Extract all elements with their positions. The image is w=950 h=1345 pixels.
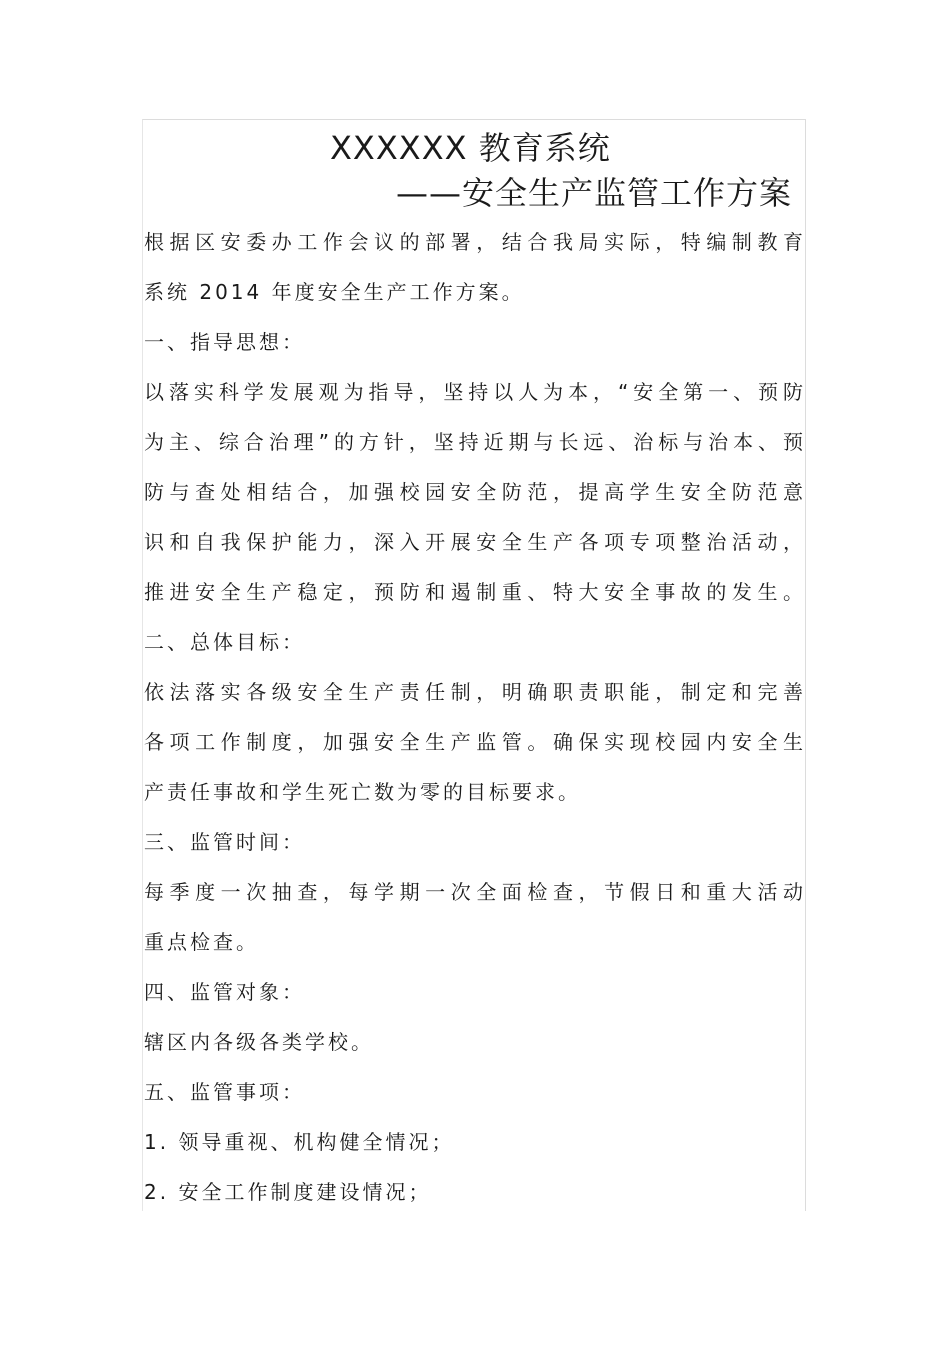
section-heading: 一、指导思想：	[144, 330, 305, 354]
body-line: 根据区安委办工作会议的部署，结合我局实际，特编制教育	[144, 230, 804, 254]
document-subtitle: ——安全生产监管工作方案	[396, 174, 793, 212]
list-item: 1. 领导重视、机构健全情况；	[144, 1130, 455, 1154]
section-heading: 五、监管事项：	[144, 1080, 305, 1104]
body-line: 以落实科学发展观为指导，坚持以人为本，“安全第一、预防	[144, 380, 804, 404]
list-item: 2. 安全工作制度建设情况；	[144, 1180, 432, 1204]
body-line: 每季度一次抽查，每学期一次全面检查，节假日和重大活动	[144, 880, 804, 904]
body-line: 各项工作制度，加强安全生产监管。确保实现校园内安全生	[144, 730, 804, 754]
body-line: 依法落实各级安全生产责任制，明确职责职能，制定和完善	[144, 680, 804, 704]
body-line: 重点检查。	[144, 930, 259, 954]
body-line: 识和自我保护能力，深入开展安全生产各项专项整治活动，	[144, 530, 804, 554]
body-line: 为主、综合治理”的方针，坚持近期与长远、治标与治本、预	[144, 430, 804, 454]
section-heading: 四、监管对象：	[144, 980, 305, 1004]
document-title: XXXXXX 教育系统	[330, 129, 611, 167]
body-line: 推进安全生产稳定，预防和遏制重、特大安全事故的发生。	[144, 580, 804, 604]
body-line: 防与查处相结合，加强校园安全防范，提高学生安全防范意	[144, 480, 804, 504]
body-line: 辖区内各级各类学校。	[144, 1030, 374, 1054]
body-line: 产责任事故和学生死亡数为零的目标要求。	[144, 780, 581, 804]
body-line: 系统 2014 年度安全生产工作方案。	[144, 280, 525, 304]
section-heading: 三、监管时间：	[144, 830, 305, 854]
section-heading: 二、总体目标：	[144, 630, 305, 654]
